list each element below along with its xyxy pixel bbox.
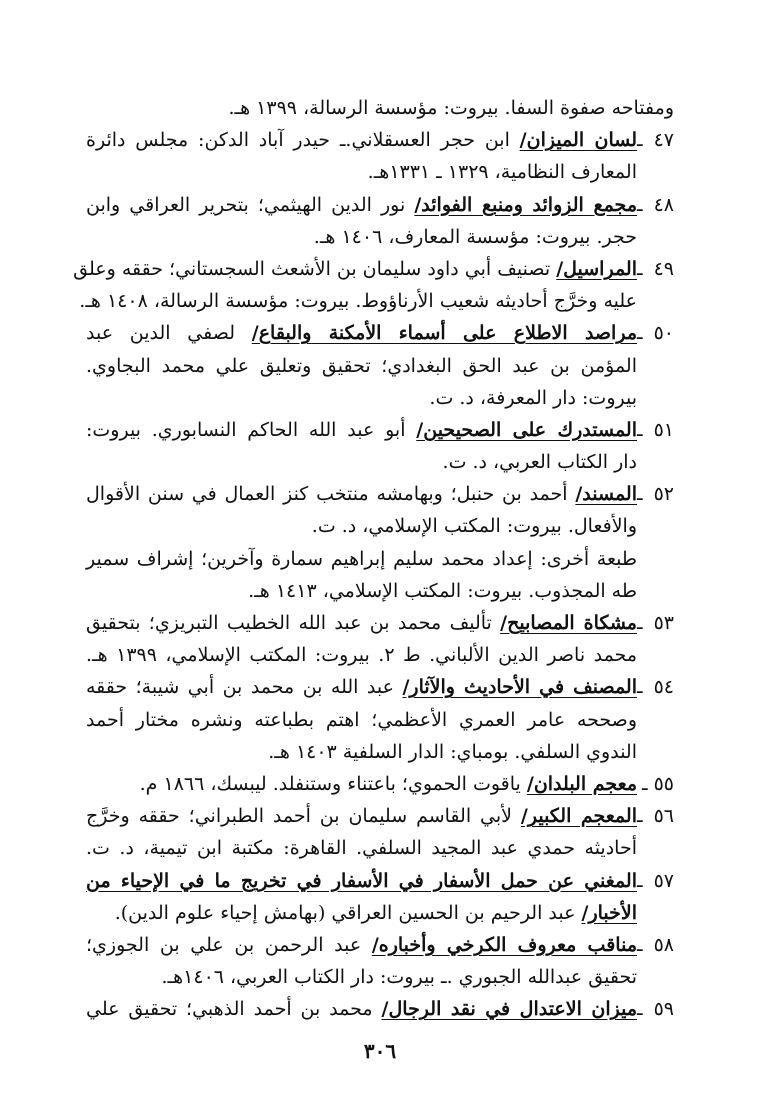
bibliography-entry	[86, 768, 674, 800]
line-text: عبد الرحيم بن الحسين العراقي (بهامش إحياء علوم الدين).	[114, 901, 582, 924]
line-text: الندوي السلفي. بومباي: الدار السلفية ١٤٠٣ هـ.	[268, 740, 637, 763]
entry-number: ٤٧ ـ	[636, 129, 674, 152]
entry-title: مراصد الاطلاع على أسماء الأمكنة والبقاع/	[251, 322, 637, 345]
bibliography-line	[86, 92, 674, 124]
entry-number: ٥٨ ـ	[637, 933, 674, 956]
bibliography-entry	[86, 478, 674, 510]
bibliography-line	[86, 543, 674, 575]
bibliography-line	[86, 350, 674, 382]
entry-title: المصنف في الأحاديث والآثار/	[402, 676, 638, 699]
entry-title: المسند/	[575, 483, 637, 506]
entry-text: عبد الله بن محمد بن أبي شيبة؛ حققه	[86, 676, 403, 699]
bibliography-line	[86, 156, 674, 188]
entry-number: ٥١ ـ	[637, 418, 675, 441]
line-text: والأفعال. بيروت: المكتب الإسلامي، د. ت.	[311, 515, 637, 538]
bibliography-line	[79, 285, 674, 317]
entry-number: ٥٧ ـ	[637, 869, 674, 892]
bibliography-page	[73, 92, 675, 1025]
bibliography-entry	[86, 607, 674, 639]
bibliography-entry	[86, 189, 674, 221]
entry-number: ٥٦ ـ	[636, 805, 674, 828]
bibliography-entry	[86, 414, 674, 446]
line-text: طه المجذوب. بيروت: المكتب الإسلامي، ١٤١٣ هـ.	[248, 579, 637, 602]
bibliography-line	[86, 832, 674, 864]
line-text: ومفتاحه صفوة السفا. بيروت: مؤسسة الرسالة، ١٣٩٩ هـ.	[228, 97, 674, 119]
entry-title: مجمع الزوائد ومنبع الفوائد/	[414, 193, 638, 216]
entry-title: مشكاة المصابيح/	[500, 612, 637, 634]
entry-title: مناقب معروف الكرخي وأخباره/	[371, 933, 637, 956]
bibliography-entry	[86, 671, 674, 703]
line-text: بيروت: دار المعرفة، د. ت.	[429, 386, 637, 409]
entry-title: معجم البلدان/	[526, 772, 637, 795]
bibliography-entry	[86, 124, 674, 156]
bibliography-entry	[86, 865, 674, 897]
entry-title: المراسيل/	[556, 257, 637, 280]
page-number: ٣٠٦	[363, 1039, 397, 1063]
line-text: تحقيق عبدالله الجبوري .ـ بيروت: دار الكتاب العربي، ١٤٠٦هـ.	[161, 966, 637, 989]
entry-number: ٥٠ ـ	[637, 322, 674, 345]
entry-number: ٤٩ ـ	[637, 257, 674, 280]
bibliography-line	[86, 575, 674, 607]
entry-text: لأبي القاسم سليمان بن أحمد الطبراني؛ حققه وخرَّج	[86, 805, 521, 828]
entry-title: لسان الميزان/	[519, 129, 637, 152]
entry-number: ٥٢ ـ	[637, 483, 674, 506]
entry-title: ميزان الاعتدال في نقد الرجال/	[381, 998, 637, 1021]
bibliography-entry	[86, 929, 674, 961]
entry-title-continued: الأخبار/	[581, 901, 637, 924]
entry-number: ٥٩ ـ	[637, 998, 674, 1021]
bibliography-line	[86, 446, 674, 478]
line-text: طبعة أخرى: إعداد محمد سليم إبراهيم سمارة وآخرين؛ إشراف سمير	[86, 547, 637, 570]
bibliography-line	[86, 510, 674, 542]
line-text: وصححه عامر العمري الأعظمي؛ اهتم بطباعته ونشره مختار أحمد	[86, 708, 637, 731]
entry-text: عبد الرحمن بن علي بن الجوزي؛	[86, 933, 372, 956]
entry-text: محمد بن أحمد الذهبي؛ تحقيق علي	[86, 998, 382, 1021]
line-text: المؤمن بن عبد الحق البغدادي؛ تحقيق وتعليق علي محمد البجاوي.	[86, 354, 637, 377]
bibliography-entry	[86, 317, 674, 349]
bibliography-line	[86, 639, 674, 671]
bibliography-line	[86, 382, 674, 414]
line-text: حجر. بيروت: مؤسسة المعارف، ١٤٠٦ هـ.	[313, 225, 637, 248]
entry-title: المغني عن حمل الأسفار في الأسفار في تخريج ما في الإحياء من	[86, 869, 637, 892]
entry-title: المعجم الكبير/	[520, 805, 637, 828]
entry-number: ٥٤ ـ	[637, 676, 675, 699]
entry-text: تصنيف أبي داود سليمان بن الأشعث السجستاني؛ حققه وعلق	[73, 257, 557, 280]
bibliography-line	[86, 897, 674, 929]
bibliography-line	[86, 221, 674, 253]
line-text: محمد ناصر الدين الألباني. ط ٢. بيروت: المكتب الإسلامي، ١٣٩٩ هـ.	[86, 644, 637, 667]
line-text: أحاديثه حمدي عبد المجيد السلفي. القاهرة: مكتبة ابن تيمية، د. ت.	[86, 837, 637, 860]
bibliography-entry	[86, 993, 674, 1025]
entry-title: المستدرك على الصحيحين/	[416, 418, 638, 441]
line-text: المعارف النظامية، ١٣٢٩ ـ ١٣٣١هـ.	[367, 161, 637, 184]
bibliography-entry	[73, 253, 674, 285]
entry-text: نور الدين الهيثمي؛ بتحرير العراقي وابن	[86, 193, 415, 216]
entry-text: ياقوت الحموي؛ باعتناء وستنفلد. ليبسك، ١٨٦٦ م.	[139, 772, 527, 795]
entry-text: تأليف محمد بن عبد الله الخطيب التبريزي؛ بتحقيق	[86, 612, 501, 634]
entry-text: لصفي الدين عبد	[86, 322, 252, 345]
line-text: دار الكتاب العربي، د. ت.	[442, 451, 637, 474]
line-text: عليه وخرَّج أحاديثه شعيب الأرناؤوط. بيروت: مؤسسة الرسالة، ١٤٠٨ هـ.	[79, 290, 637, 313]
entry-text: ابن حجر العسقلاني.ـ حيدر آباد الدكن: مجلس دائرة	[86, 129, 520, 152]
entry-number: ٥٣ ـ	[637, 612, 674, 634]
entry-text: أبو عبد الله الحاكم النسابوري. بيروت:	[86, 418, 417, 441]
bibliography-line	[86, 961, 674, 993]
entry-number: ٥٥ ـ	[641, 772, 674, 795]
entry-text: أحمد بن حنبل؛ وبهامشه منتخب كنز العمال في سنن الأقوال	[86, 483, 576, 506]
bibliography-line	[86, 736, 674, 768]
bibliography-line	[86, 704, 674, 736]
entry-number: ٤٨ ـ	[637, 193, 675, 216]
bibliography-entry	[86, 800, 674, 832]
